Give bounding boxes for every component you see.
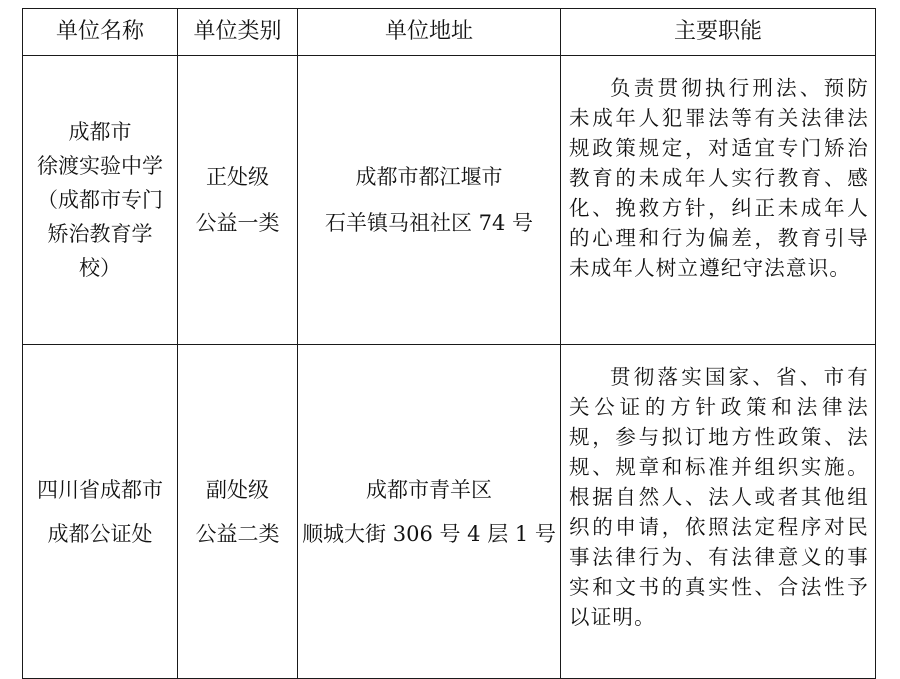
unit-category-line: 正处级 — [206, 165, 269, 189]
unit-category-line: 副处级 — [206, 477, 269, 502]
unit-name-line: 矫治教育学 — [47, 222, 153, 246]
main-function-text: 负责贯彻执行刑法、预防未成年人犯罪法等有关法律法规政策规定，对适宜专门矫治教育的未成年人实行教育、感化、挽救方针，纠正未成年人的心理和行为偏差，教育引导未成年人树立遵纪守法意识。 — [569, 76, 869, 280]
main-function-text: 贯彻落实国家、省、市有关公证的方针政策和法律法规，参与拟订地方性政策、法规、规章和标准并组织实施。根据自然人、法人或者其他组织的申请，依照法定程序对民事法律行为、有法律意义的事实和文书的真实性、合法性予以证明。 — [569, 365, 869, 629]
unit-address-line: 成都市都江堰市 — [355, 165, 503, 189]
header-unit-address: 单位地址 — [298, 9, 561, 56]
unit-name-line: 校） — [79, 256, 121, 280]
main-function-cell — [561, 345, 876, 679]
unit-address-cell — [298, 345, 561, 679]
unit-category-line: 公益一类 — [195, 211, 280, 235]
unit-category-cell — [178, 56, 298, 345]
unit-address-line: 顺城大街 306 号 4 层 1 号 — [302, 521, 556, 546]
table-row — [23, 56, 876, 345]
unit-address-line: 成都市青羊区 — [366, 477, 492, 502]
main-function-cell — [561, 56, 876, 345]
unit-category-line: 公益二类 — [195, 521, 280, 546]
unit-address-line: 石羊镇马祖社区 74 号 — [324, 211, 534, 235]
unit-category-cell — [178, 345, 298, 679]
unit-address-cell — [298, 56, 561, 345]
units-table — [22, 8, 876, 679]
unit-name-line: 成都市 — [68, 120, 132, 144]
unit-name-line: 徐渡实验中学 — [37, 154, 163, 178]
unit-name-line: 四川省成都市 — [37, 477, 163, 502]
unit-name-cell — [23, 345, 178, 679]
table-row — [23, 345, 876, 679]
unit-name-cell — [23, 56, 178, 345]
header-unit-name: 单位名称 — [23, 9, 178, 56]
header-unit-category: 单位类别 — [178, 9, 298, 56]
header-row — [23, 9, 876, 56]
header-main-function: 主要职能 — [561, 9, 876, 56]
unit-name-line: 成都公证处 — [47, 521, 153, 546]
unit-name-line: （成都市专门 — [37, 188, 163, 212]
